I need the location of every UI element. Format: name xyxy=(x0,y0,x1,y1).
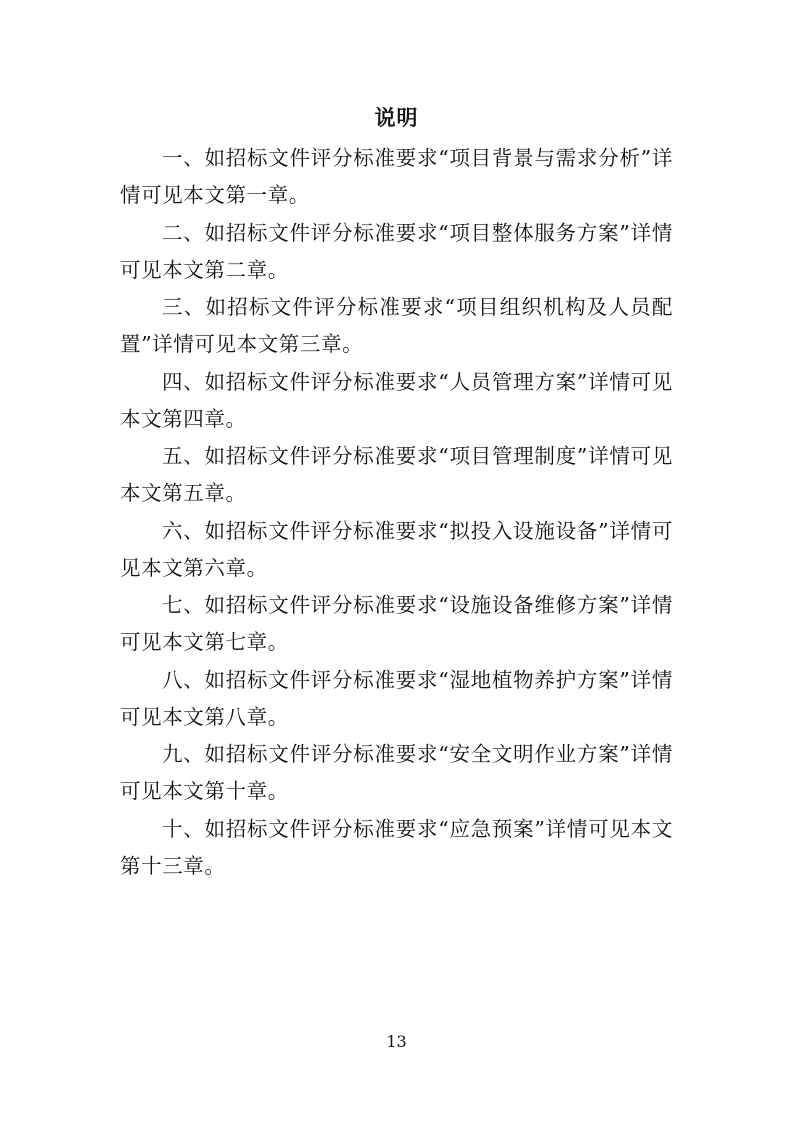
instruction-item-1: 一、如招标文件评分标准要求“项目背景与需求分析”详情可见本文第一章。 xyxy=(120,146,673,207)
page-title: 说明 xyxy=(374,106,419,130)
instruction-item-8: 八、如招标文件评分标准要求“湿地植物养护方案”详情可见本文第八章。 xyxy=(120,667,673,729)
instruction-item-4: 四、如招标文件评分标准要求“人员管理方案”详情可见本文第四章。 xyxy=(120,369,673,431)
instruction-item-5: 五、如招标文件评分标准要求“项目管理制度”详情可见本文第五章。 xyxy=(120,444,673,505)
instruction-list xyxy=(120,140,673,885)
instruction-item-9: 九、如招标文件评分标准要求“安全文明作业方案”详情可见本文第十章。 xyxy=(120,742,673,803)
instruction-item-6: 六、如招标文件评分标准要求“拟投入设施设备”详情可见本文第六章。 xyxy=(120,518,673,580)
instruction-item-2: 二、如招标文件评分标准要求“项目整体服务方案”详情可见本文第二章。 xyxy=(120,220,673,282)
page-number: 13 xyxy=(386,1032,407,1051)
instruction-item-10: 十、如招标文件评分标准要求“应急预案”详情可见本文第十三章。 xyxy=(120,816,673,878)
instruction-item-7: 七、如招标文件评分标准要求“设施设备维修方案”详情可见本文第七章。 xyxy=(120,593,673,654)
instruction-item-3: 三、如招标文件评分标准要求“项目组织机构及人员配置”详情可见本文第三章。 xyxy=(120,295,673,356)
